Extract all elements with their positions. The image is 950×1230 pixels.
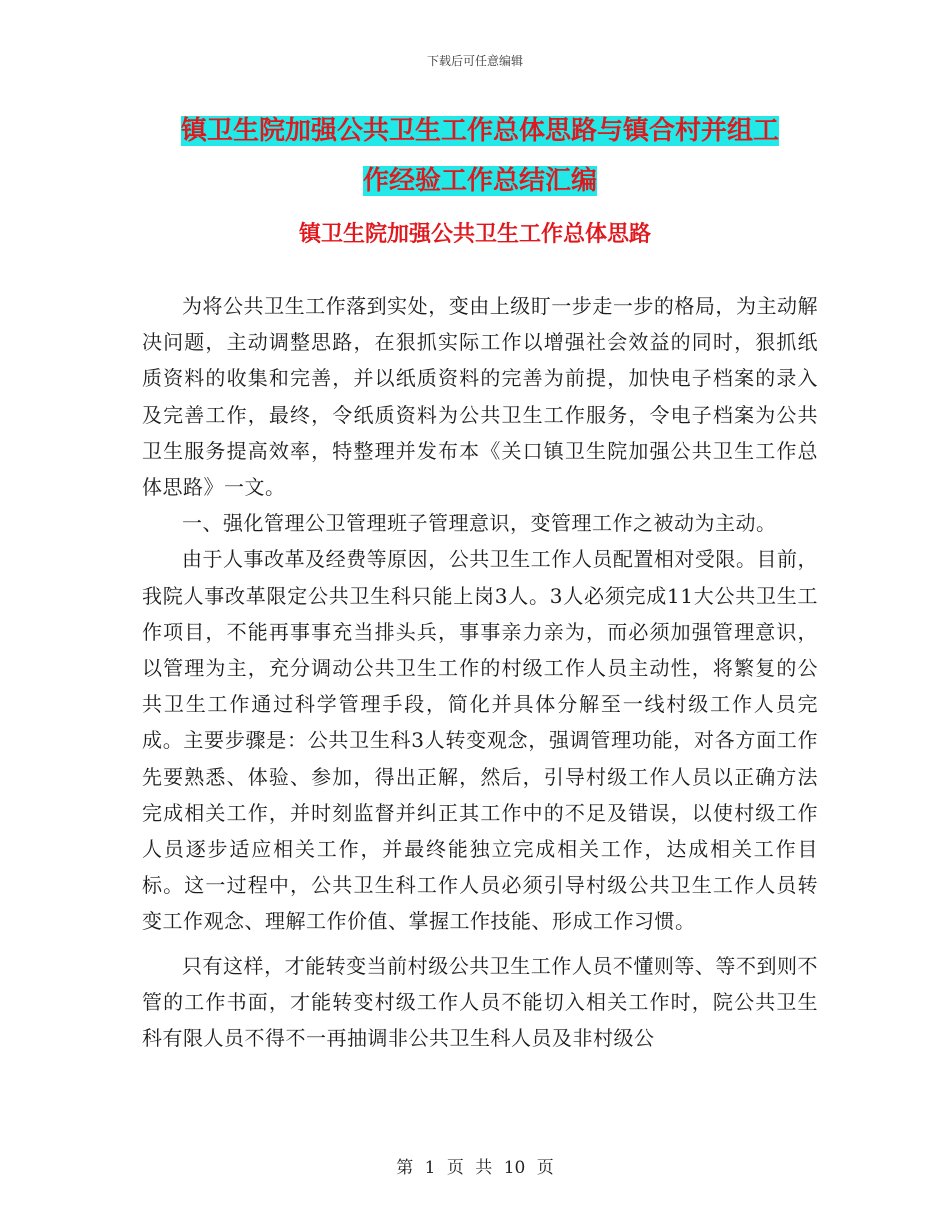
paragraph-heading-1: 一、强化管理公卫管理班子管理意识，变管理工作之被动为主动。	[182, 511, 777, 536]
document-title	[140, 106, 820, 206]
paragraph-intro: 为将公共卫生工作落到实处，变由上级盯一步走一步的格局，为主动解决问题，主动调整思路，在狠抓实际工作以增强社会效益的同时，狠抓纸质资料的收集和完善，并以纸质资料的完善为前提，加快电子档案的录入及完善工作，最终，令纸质资料为公共卫生工作服务，令电子档案为公共卫生服务提高效率，特整理并发布本《关口镇卫生院加强公共卫生工作总体思路》一文。	[142, 294, 818, 500]
paragraph-only-this-way: 只有这样，才能转变当前村级公共卫生工作人员不懂则等、等不到则不管的工作书面，才能转变村级工作人员不能切入相关工作时，院公共卫生科有限人员不得不一再抽调非公共卫生科人员及非村级公	[142, 953, 818, 1051]
page-footer: 第 1 页 共 10 页	[396, 1158, 554, 1178]
document-body	[142, 288, 818, 1056]
section-title: 镇卫生院加强公共卫生工作总体思路	[298, 222, 651, 247]
header-note: 下载后可任意编辑	[426, 54, 523, 68]
paragraph-management: 由于人事改革及经费等原因，公共卫生工作人员配置相对受限。目前，我院人事改革限定公共卫生科只能上岗3人。3人必须完成11大公共卫生工作项目，不能再事事充当排头兵，事事亲力亲为，而必须加强管理意识，以管理为主，充分调动公共卫生工作的村级工作人员主动性，将繁复的公共卫生工作通过科学管理手段，简化并具体分解至一线村级工作人员完成。主要步骤是：公共卫生科3人转变观念，强调管理功能，对各方面工作先要熟悉、体验、参加，得出正解，然后，引导村级工作人员以正确方法完成相关工作，并时刻监督并纠正其工作中的不足及错误，以使村级工作人员逐步适应相关工作，并最终能独立完成相关工作，达成相关工作目标。这一过程中，公共卫生科工作人员必须引导村级公共卫生工作人员转变工作观念、理解工作价值、掌握工作技能、形成工作习惯。	[142, 547, 818, 934]
document-title-line-2: 作经验工作总结汇编	[362, 166, 597, 196]
document-title-line-1: 镇卫生院加强公共卫生工作总体思路与镇合村并组工	[180, 116, 779, 146]
